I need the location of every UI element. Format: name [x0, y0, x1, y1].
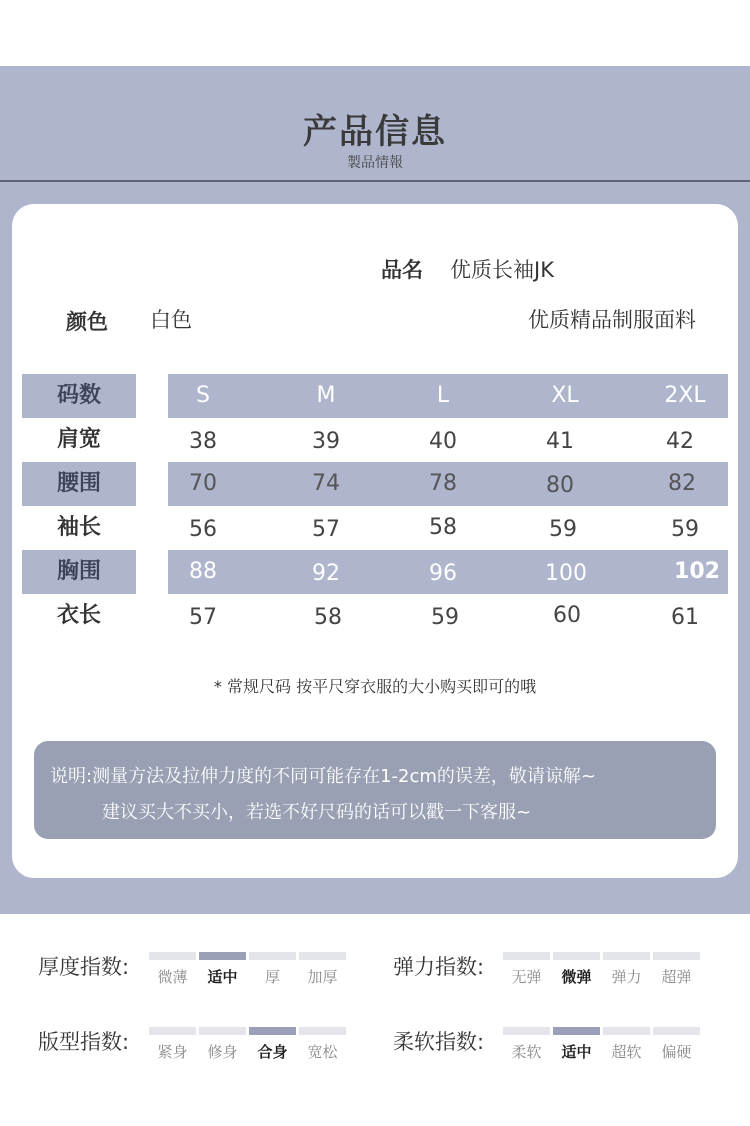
thickness-option: 厚: [264, 968, 280, 986]
page-subtitle: 製品情報: [347, 155, 403, 171]
thickness-segment: [149, 952, 196, 960]
page-title: 产品信息: [303, 112, 447, 152]
table-cell: 38: [189, 429, 217, 454]
row-label-sleeve: 袖长: [56, 515, 101, 540]
elasticity-option: 弹力: [611, 968, 642, 986]
elasticity-segment: [603, 952, 650, 960]
thickness-option: 加厚: [307, 968, 338, 986]
softness-option: 偏硬: [661, 1043, 692, 1061]
table-cell: 59: [671, 517, 699, 542]
color-label: 颜色: [66, 310, 108, 334]
thickness-option: 微薄: [157, 968, 188, 986]
table-cell: 39: [312, 429, 340, 454]
softness-option-selected: 适中: [561, 1043, 592, 1061]
table-cell: 92: [312, 561, 340, 586]
softness-segment: [603, 1027, 650, 1035]
table-cell: 40: [429, 429, 457, 454]
table-cell: 74: [312, 471, 340, 496]
row-label-length: 衣长: [56, 603, 101, 628]
size-header: M: [316, 383, 336, 408]
color-value: 白色: [150, 308, 192, 332]
table-cell: 57: [189, 605, 217, 630]
elasticity-option: 超弹: [661, 968, 692, 986]
header-divider: [0, 180, 750, 182]
table-cell: 59: [549, 517, 577, 542]
table-cell: 78: [429, 471, 457, 496]
size-note: * 常规尺码 按平尺穿衣服的大小购买即可的哦: [213, 677, 537, 696]
table-cell: 96: [429, 561, 457, 586]
notice-line-2: 建议买大不买小，若选不好尺码的话可以戳一下客服~: [102, 802, 532, 823]
table-cell: 58: [429, 515, 457, 540]
softness-option: 超软: [611, 1043, 642, 1061]
fit-segment: [199, 1027, 246, 1035]
softness-option: 柔软: [511, 1043, 542, 1061]
size-header: S: [196, 383, 210, 408]
fit-option: 紧身: [157, 1043, 188, 1061]
table-cell: 100: [545, 561, 587, 586]
fit-option: 宽松: [307, 1043, 338, 1061]
table-cell: 60: [553, 603, 581, 628]
thickness-segment: [249, 952, 296, 960]
table-cell: 57: [312, 517, 340, 542]
thickness-segment-selected: [199, 952, 246, 960]
size-header-label: 码数: [22, 374, 136, 418]
softness-segment: [653, 1027, 700, 1035]
fit-index-label: 版型指数:: [38, 1030, 130, 1054]
product-name-value: 优质长袖JK: [450, 258, 554, 282]
fit-segment: [149, 1027, 196, 1035]
row-label-shoulder: 肩宽: [56, 427, 101, 452]
elasticity-segment: [503, 952, 550, 960]
fit-segment: [299, 1027, 346, 1035]
row-label-waist: 腰围: [22, 462, 136, 506]
notice-line-1: 说明:测量方法及拉伸力度的不同可能存在1-2cm的误差，敬请谅解~: [50, 766, 596, 787]
product-name-label: 品名: [381, 258, 423, 282]
table-cell: 56: [189, 517, 217, 542]
elasticity-option: 无弹: [511, 968, 542, 986]
elasticity-segment: [653, 952, 700, 960]
softness-segment-selected: [553, 1027, 600, 1035]
elasticity-option-selected: 微弹: [561, 968, 592, 986]
table-cell: 88: [189, 559, 217, 584]
fit-option-selected: 合身: [257, 1043, 288, 1061]
table-cell: 61: [671, 605, 699, 630]
fabric-description: 优质精品制服面料: [528, 308, 696, 332]
table-cell: 82: [668, 471, 696, 496]
size-header: 2XL: [664, 383, 706, 408]
thickness-index-label: 厚度指数:: [38, 955, 130, 979]
fit-option: 修身: [207, 1043, 238, 1061]
table-cell: 42: [666, 429, 694, 454]
softness-index-label: 柔软指数:: [393, 1030, 485, 1054]
table-cell: 70: [189, 471, 217, 496]
row-label-chest: 胸围: [22, 550, 136, 594]
fit-segment-selected: [249, 1027, 296, 1035]
table-cell: 41: [546, 429, 574, 454]
table-cell: 102: [674, 559, 720, 584]
table-cell: 59: [431, 605, 459, 630]
thickness-option-selected: 适中: [207, 968, 238, 986]
size-header: XL: [551, 383, 579, 408]
softness-segment: [503, 1027, 550, 1035]
thickness-segment: [299, 952, 346, 960]
size-header: L: [436, 383, 450, 408]
elasticity-segment: [553, 952, 600, 960]
elasticity-index-label: 弹力指数:: [393, 955, 485, 979]
table-cell: 58: [314, 605, 342, 630]
table-cell: 80: [546, 473, 574, 498]
notice-box: [34, 741, 716, 839]
